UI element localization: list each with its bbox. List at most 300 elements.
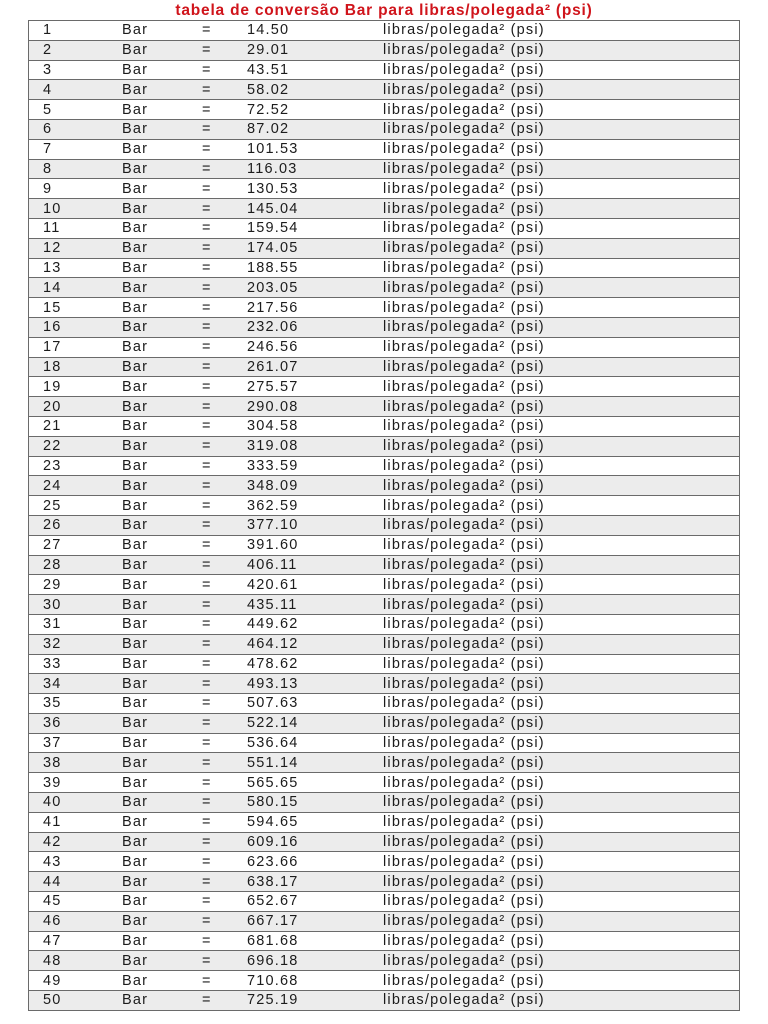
equals-sign-cell: = — [202, 218, 247, 238]
psi-unit-cell: libras/polegada² (psi) — [383, 832, 740, 852]
bar-value-cell: 13 — [29, 258, 123, 278]
bar-unit-cell: Bar — [122, 100, 202, 120]
bar-unit-cell: Bar — [122, 238, 202, 258]
bar-value-cell: 19 — [29, 377, 123, 397]
table-row — [29, 713, 740, 733]
equals-sign-cell: = — [202, 60, 247, 80]
bar-value-cell: 36 — [29, 713, 123, 733]
bar-unit-cell: Bar — [122, 654, 202, 674]
psi-value-cell: 565.65 — [247, 773, 383, 793]
equals-sign-cell: = — [202, 733, 247, 753]
conversion-table-body — [29, 21, 740, 1011]
psi-value-cell: 623.66 — [247, 852, 383, 872]
table-row — [29, 634, 740, 654]
psi-value-cell: 116.03 — [247, 159, 383, 179]
bar-unit-cell: Bar — [122, 793, 202, 813]
psi-value-cell: 652.67 — [247, 892, 383, 912]
table-row — [29, 139, 740, 159]
table-row — [29, 614, 740, 634]
psi-value-cell: 145.04 — [247, 199, 383, 219]
psi-unit-cell: libras/polegada² (psi) — [383, 674, 740, 694]
equals-sign-cell: = — [202, 496, 247, 516]
bar-unit-cell: Bar — [122, 713, 202, 733]
table-row — [29, 317, 740, 337]
psi-unit-cell: libras/polegada² (psi) — [383, 357, 740, 377]
bar-value-cell: 22 — [29, 436, 123, 456]
table-row — [29, 852, 740, 872]
table-row — [29, 931, 740, 951]
psi-value-cell: 681.68 — [247, 931, 383, 951]
bar-unit-cell: Bar — [122, 971, 202, 991]
equals-sign-cell: = — [202, 515, 247, 535]
psi-unit-cell: libras/polegada² (psi) — [383, 377, 740, 397]
psi-unit-cell: libras/polegada² (psi) — [383, 694, 740, 714]
bar-unit-cell: Bar — [122, 357, 202, 377]
equals-sign-cell: = — [202, 911, 247, 931]
psi-value-cell: 101.53 — [247, 139, 383, 159]
bar-unit-cell: Bar — [122, 674, 202, 694]
table-row — [29, 476, 740, 496]
equals-sign-cell: = — [202, 377, 247, 397]
bar-unit-cell: Bar — [122, 436, 202, 456]
bar-value-cell: 9 — [29, 179, 123, 199]
psi-value-cell: 319.08 — [247, 436, 383, 456]
bar-value-cell: 26 — [29, 515, 123, 535]
psi-value-cell: 261.07 — [247, 357, 383, 377]
equals-sign-cell: = — [202, 199, 247, 219]
psi-value-cell: 159.54 — [247, 218, 383, 238]
equals-sign-cell: = — [202, 535, 247, 555]
psi-unit-cell: libras/polegada² (psi) — [383, 971, 740, 991]
psi-unit-cell: libras/polegada² (psi) — [383, 852, 740, 872]
equals-sign-cell: = — [202, 674, 247, 694]
bar-value-cell: 3 — [29, 60, 123, 80]
bar-value-cell: 10 — [29, 199, 123, 219]
psi-value-cell: 58.02 — [247, 80, 383, 100]
bar-unit-cell: Bar — [122, 317, 202, 337]
psi-value-cell: 638.17 — [247, 872, 383, 892]
table-row — [29, 40, 740, 60]
table-row — [29, 911, 740, 931]
table-row — [29, 872, 740, 892]
bar-value-cell: 40 — [29, 793, 123, 813]
bar-unit-cell: Bar — [122, 872, 202, 892]
table-row — [29, 199, 740, 219]
bar-unit-cell: Bar — [122, 60, 202, 80]
psi-value-cell: 667.17 — [247, 911, 383, 931]
psi-unit-cell: libras/polegada² (psi) — [383, 911, 740, 931]
bar-value-cell: 38 — [29, 753, 123, 773]
bar-value-cell: 33 — [29, 654, 123, 674]
equals-sign-cell: = — [202, 476, 247, 496]
equals-sign-cell: = — [202, 238, 247, 258]
bar-value-cell: 49 — [29, 971, 123, 991]
psi-value-cell: 522.14 — [247, 713, 383, 733]
psi-value-cell: 710.68 — [247, 971, 383, 991]
bar-value-cell: 47 — [29, 931, 123, 951]
table-row — [29, 436, 740, 456]
bar-value-cell: 14 — [29, 278, 123, 298]
table-row — [29, 456, 740, 476]
bar-unit-cell: Bar — [122, 535, 202, 555]
bar-value-cell: 43 — [29, 852, 123, 872]
equals-sign-cell: = — [202, 416, 247, 436]
psi-unit-cell: libras/polegada² (psi) — [383, 21, 740, 41]
equals-sign-cell: = — [202, 258, 247, 278]
psi-value-cell: 449.62 — [247, 614, 383, 634]
psi-value-cell: 507.63 — [247, 694, 383, 714]
equals-sign-cell: = — [202, 337, 247, 357]
bar-value-cell: 28 — [29, 555, 123, 575]
table-row — [29, 832, 740, 852]
bar-unit-cell: Bar — [122, 199, 202, 219]
table-row — [29, 654, 740, 674]
equals-sign-cell: = — [202, 456, 247, 476]
psi-value-cell: 203.05 — [247, 278, 383, 298]
table-row — [29, 496, 740, 516]
bar-unit-cell: Bar — [122, 773, 202, 793]
bar-value-cell: 50 — [29, 991, 123, 1011]
bar-unit-cell: Bar — [122, 852, 202, 872]
bar-unit-cell: Bar — [122, 21, 202, 41]
table-row — [29, 535, 740, 555]
psi-value-cell: 72.52 — [247, 100, 383, 120]
bar-value-cell: 23 — [29, 456, 123, 476]
psi-value-cell: 420.61 — [247, 575, 383, 595]
table-row — [29, 179, 740, 199]
equals-sign-cell: = — [202, 713, 247, 733]
equals-sign-cell: = — [202, 852, 247, 872]
bar-unit-cell: Bar — [122, 614, 202, 634]
bar-unit-cell: Bar — [122, 812, 202, 832]
conversion-table — [28, 20, 740, 1011]
psi-value-cell: 130.53 — [247, 179, 383, 199]
equals-sign-cell: = — [202, 991, 247, 1011]
bar-unit-cell: Bar — [122, 753, 202, 773]
bar-value-cell: 25 — [29, 496, 123, 516]
psi-value-cell: 275.57 — [247, 377, 383, 397]
bar-value-cell: 46 — [29, 911, 123, 931]
psi-unit-cell: libras/polegada² (psi) — [383, 614, 740, 634]
equals-sign-cell: = — [202, 931, 247, 951]
equals-sign-cell: = — [202, 436, 247, 456]
bar-unit-cell: Bar — [122, 991, 202, 1011]
table-row — [29, 80, 740, 100]
psi-unit-cell: libras/polegada² (psi) — [383, 436, 740, 456]
table-row — [29, 100, 740, 120]
equals-sign-cell: = — [202, 298, 247, 318]
psi-unit-cell: libras/polegada² (psi) — [383, 872, 740, 892]
table-row — [29, 298, 740, 318]
bar-unit-cell: Bar — [122, 218, 202, 238]
psi-value-cell: 580.15 — [247, 793, 383, 813]
equals-sign-cell: = — [202, 812, 247, 832]
psi-unit-cell: libras/polegada² (psi) — [383, 337, 740, 357]
bar-unit-cell: Bar — [122, 694, 202, 714]
table-row — [29, 357, 740, 377]
equals-sign-cell: = — [202, 100, 247, 120]
bar-value-cell: 27 — [29, 535, 123, 555]
table-row — [29, 218, 740, 238]
bar-value-cell: 30 — [29, 595, 123, 615]
equals-sign-cell: = — [202, 21, 247, 41]
table-row — [29, 991, 740, 1011]
psi-value-cell: 725.19 — [247, 991, 383, 1011]
psi-value-cell: 333.59 — [247, 456, 383, 476]
bar-value-cell: 2 — [29, 40, 123, 60]
table-row — [29, 377, 740, 397]
bar-value-cell: 1 — [29, 21, 123, 41]
psi-unit-cell: libras/polegada² (psi) — [383, 60, 740, 80]
page-title: tabela de conversão Bar para libras/polegada² (psi) — [175, 2, 593, 19]
equals-sign-cell: = — [202, 119, 247, 139]
bar-value-cell: 31 — [29, 614, 123, 634]
bar-unit-cell: Bar — [122, 931, 202, 951]
psi-value-cell: 536.64 — [247, 733, 383, 753]
bar-value-cell: 6 — [29, 119, 123, 139]
psi-unit-cell: libras/polegada² (psi) — [383, 575, 740, 595]
bar-value-cell: 41 — [29, 812, 123, 832]
bar-value-cell: 37 — [29, 733, 123, 753]
equals-sign-cell: = — [202, 654, 247, 674]
bar-unit-cell: Bar — [122, 337, 202, 357]
bar-value-cell: 32 — [29, 634, 123, 654]
psi-unit-cell: libras/polegada² (psi) — [383, 496, 740, 516]
psi-unit-cell: libras/polegada² (psi) — [383, 456, 740, 476]
bar-unit-cell: Bar — [122, 515, 202, 535]
psi-unit-cell: libras/polegada² (psi) — [383, 317, 740, 337]
bar-value-cell: 4 — [29, 80, 123, 100]
table-row — [29, 60, 740, 80]
equals-sign-cell: = — [202, 575, 247, 595]
equals-sign-cell: = — [202, 614, 247, 634]
psi-value-cell: 391.60 — [247, 535, 383, 555]
psi-unit-cell: libras/polegada² (psi) — [383, 278, 740, 298]
table-row — [29, 812, 740, 832]
bar-unit-cell: Bar — [122, 595, 202, 615]
bar-value-cell: 17 — [29, 337, 123, 357]
bar-unit-cell: Bar — [122, 456, 202, 476]
equals-sign-cell: = — [202, 179, 247, 199]
equals-sign-cell: = — [202, 397, 247, 417]
psi-unit-cell: libras/polegada² (psi) — [383, 179, 740, 199]
bar-unit-cell: Bar — [122, 476, 202, 496]
bar-value-cell: 5 — [29, 100, 123, 120]
bar-unit-cell: Bar — [122, 298, 202, 318]
equals-sign-cell: = — [202, 40, 247, 60]
psi-value-cell: 304.58 — [247, 416, 383, 436]
bar-value-cell: 34 — [29, 674, 123, 694]
psi-unit-cell: libras/polegada² (psi) — [383, 238, 740, 258]
psi-value-cell: 594.65 — [247, 812, 383, 832]
table-row — [29, 733, 740, 753]
psi-unit-cell: libras/polegada² (psi) — [383, 733, 740, 753]
bar-unit-cell: Bar — [122, 575, 202, 595]
bar-value-cell: 20 — [29, 397, 123, 417]
table-row — [29, 971, 740, 991]
table-row — [29, 515, 740, 535]
psi-unit-cell: libras/polegada² (psi) — [383, 634, 740, 654]
psi-unit-cell: libras/polegada² (psi) — [383, 515, 740, 535]
bar-unit-cell: Bar — [122, 733, 202, 753]
psi-unit-cell: libras/polegada² (psi) — [383, 218, 740, 238]
table-row — [29, 555, 740, 575]
table-row — [29, 119, 740, 139]
equals-sign-cell: = — [202, 753, 247, 773]
bar-unit-cell: Bar — [122, 377, 202, 397]
bar-unit-cell: Bar — [122, 832, 202, 852]
equals-sign-cell: = — [202, 139, 247, 159]
equals-sign-cell: = — [202, 892, 247, 912]
psi-unit-cell: libras/polegada² (psi) — [383, 753, 740, 773]
bar-unit-cell: Bar — [122, 179, 202, 199]
bar-value-cell: 24 — [29, 476, 123, 496]
bar-unit-cell: Bar — [122, 416, 202, 436]
psi-unit-cell: libras/polegada² (psi) — [383, 793, 740, 813]
bar-value-cell: 15 — [29, 298, 123, 318]
bar-unit-cell: Bar — [122, 139, 202, 159]
equals-sign-cell: = — [202, 317, 247, 337]
bar-unit-cell: Bar — [122, 555, 202, 575]
psi-value-cell: 43.51 — [247, 60, 383, 80]
psi-value-cell: 174.05 — [247, 238, 383, 258]
equals-sign-cell: = — [202, 872, 247, 892]
table-row — [29, 21, 740, 41]
equals-sign-cell: = — [202, 793, 247, 813]
table-row — [29, 278, 740, 298]
psi-unit-cell: libras/polegada² (psi) — [383, 654, 740, 674]
bar-value-cell: 44 — [29, 872, 123, 892]
psi-value-cell: 406.11 — [247, 555, 383, 575]
equals-sign-cell: = — [202, 634, 247, 654]
bar-unit-cell: Bar — [122, 397, 202, 417]
table-row — [29, 674, 740, 694]
equals-sign-cell: = — [202, 694, 247, 714]
table-row — [29, 892, 740, 912]
bar-unit-cell: Bar — [122, 40, 202, 60]
psi-value-cell: 551.14 — [247, 753, 383, 773]
psi-value-cell: 478.62 — [247, 654, 383, 674]
psi-value-cell: 696.18 — [247, 951, 383, 971]
psi-unit-cell: libras/polegada² (psi) — [383, 258, 740, 278]
psi-unit-cell: libras/polegada² (psi) — [383, 991, 740, 1011]
psi-value-cell: 29.01 — [247, 40, 383, 60]
table-row — [29, 397, 740, 417]
bar-unit-cell: Bar — [122, 892, 202, 912]
equals-sign-cell: = — [202, 951, 247, 971]
equals-sign-cell: = — [202, 80, 247, 100]
bar-unit-cell: Bar — [122, 634, 202, 654]
psi-unit-cell: libras/polegada² (psi) — [383, 812, 740, 832]
table-row — [29, 951, 740, 971]
psi-unit-cell: libras/polegada² (psi) — [383, 397, 740, 417]
table-row — [29, 238, 740, 258]
psi-value-cell: 493.13 — [247, 674, 383, 694]
bar-unit-cell: Bar — [122, 119, 202, 139]
bar-unit-cell: Bar — [122, 496, 202, 516]
psi-unit-cell: libras/polegada² (psi) — [383, 100, 740, 120]
psi-unit-cell: libras/polegada² (psi) — [383, 40, 740, 60]
bar-value-cell: 29 — [29, 575, 123, 595]
equals-sign-cell: = — [202, 773, 247, 793]
table-row — [29, 159, 740, 179]
table-row — [29, 793, 740, 813]
psi-unit-cell: libras/polegada² (psi) — [383, 773, 740, 793]
table-row — [29, 575, 740, 595]
table-row — [29, 258, 740, 278]
psi-unit-cell: libras/polegada² (psi) — [383, 416, 740, 436]
psi-value-cell: 348.09 — [247, 476, 383, 496]
psi-unit-cell: libras/polegada² (psi) — [383, 555, 740, 575]
bar-value-cell: 42 — [29, 832, 123, 852]
equals-sign-cell: = — [202, 971, 247, 991]
psi-unit-cell: libras/polegada² (psi) — [383, 931, 740, 951]
psi-value-cell: 14.50 — [247, 21, 383, 41]
bar-value-cell: 48 — [29, 951, 123, 971]
psi-unit-cell: libras/polegada² (psi) — [383, 535, 740, 555]
psi-unit-cell: libras/polegada² (psi) — [383, 119, 740, 139]
psi-unit-cell: libras/polegada² (psi) — [383, 159, 740, 179]
bar-value-cell: 11 — [29, 218, 123, 238]
table-row — [29, 694, 740, 714]
psi-value-cell: 217.56 — [247, 298, 383, 318]
equals-sign-cell: = — [202, 595, 247, 615]
psi-unit-cell: libras/polegada² (psi) — [383, 951, 740, 971]
bar-unit-cell: Bar — [122, 258, 202, 278]
bar-unit-cell: Bar — [122, 159, 202, 179]
bar-unit-cell: Bar — [122, 278, 202, 298]
table-row — [29, 773, 740, 793]
equals-sign-cell: = — [202, 555, 247, 575]
bar-value-cell: 8 — [29, 159, 123, 179]
bar-value-cell: 45 — [29, 892, 123, 912]
table-row — [29, 753, 740, 773]
psi-value-cell: 362.59 — [247, 496, 383, 516]
table-row — [29, 595, 740, 615]
bar-unit-cell: Bar — [122, 951, 202, 971]
bar-value-cell: 18 — [29, 357, 123, 377]
psi-unit-cell: libras/polegada² (psi) — [383, 713, 740, 733]
table-row — [29, 337, 740, 357]
psi-value-cell: 232.06 — [247, 317, 383, 337]
psi-value-cell: 609.16 — [247, 832, 383, 852]
bar-value-cell: 16 — [29, 317, 123, 337]
equals-sign-cell: = — [202, 357, 247, 377]
bar-unit-cell: Bar — [122, 80, 202, 100]
bar-value-cell: 21 — [29, 416, 123, 436]
bar-value-cell: 35 — [29, 694, 123, 714]
bar-value-cell: 39 — [29, 773, 123, 793]
psi-unit-cell: libras/polegada² (psi) — [383, 892, 740, 912]
psi-unit-cell: libras/polegada² (psi) — [383, 139, 740, 159]
psi-unit-cell: libras/polegada² (psi) — [383, 476, 740, 496]
psi-value-cell: 188.55 — [247, 258, 383, 278]
psi-value-cell: 87.02 — [247, 119, 383, 139]
psi-value-cell: 464.12 — [247, 634, 383, 654]
equals-sign-cell: = — [202, 159, 247, 179]
psi-value-cell: 377.10 — [247, 515, 383, 535]
bar-unit-cell: Bar — [122, 911, 202, 931]
equals-sign-cell: = — [202, 278, 247, 298]
psi-unit-cell: libras/polegada² (psi) — [383, 199, 740, 219]
equals-sign-cell: = — [202, 832, 247, 852]
psi-value-cell: 435.11 — [247, 595, 383, 615]
bar-value-cell: 12 — [29, 238, 123, 258]
psi-value-cell: 290.08 — [247, 397, 383, 417]
psi-unit-cell: libras/polegada² (psi) — [383, 298, 740, 318]
psi-unit-cell: libras/polegada² (psi) — [383, 595, 740, 615]
bar-value-cell: 7 — [29, 139, 123, 159]
